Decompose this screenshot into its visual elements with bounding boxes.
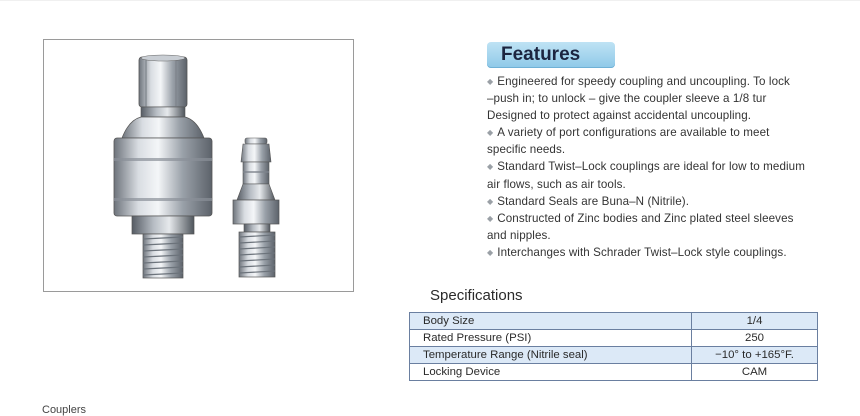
- coupler-body: [114, 55, 212, 278]
- diamond-bullet-icon: ◆: [487, 196, 494, 206]
- feature-text: Interchanges with Schrader Twist–Lock style couplings.: [497, 245, 787, 259]
- feature-line: [487, 158, 827, 175]
- spec-label: Locking Device: [410, 364, 692, 381]
- feature-text: Standard Twist–Lock couplings are ideal for low to medium: [497, 160, 805, 174]
- spec-row-rated-pressure: [410, 330, 818, 347]
- feature-line: [487, 176, 827, 193]
- feature-line: [487, 210, 827, 227]
- feature-text: A variety of port configurations are available to meet: [497, 126, 770, 140]
- diamond-bullet-icon: ◆: [487, 77, 494, 86]
- spec-row-temperature-range: [410, 347, 818, 364]
- feature-text: –push in; to unlock – give the coupler sleeve a 1/8 tur: [487, 92, 767, 106]
- feature-text: specific needs.: [487, 143, 566, 157]
- feature-line: [487, 193, 827, 210]
- coupler-and-plug-illustration: [44, 40, 355, 293]
- feature-line: [487, 227, 827, 244]
- spec-value: 250: [692, 330, 818, 347]
- spec-value: 1/4: [692, 313, 818, 330]
- feature-text: Constructed of Zinc bodies and Zinc plated steel sleeves: [497, 211, 794, 225]
- feature-line: [487, 124, 827, 141]
- specifications-table: [409, 312, 818, 381]
- next-section-heading-cutoff: Couplers: [42, 404, 87, 416]
- product-image: [43, 39, 354, 292]
- spec-label: Body Size: [410, 313, 692, 330]
- diamond-bullet-icon: ◆: [487, 162, 494, 172]
- specifications-title: Specifications: [430, 287, 523, 304]
- diamond-bullet-icon: ◆: [487, 128, 494, 138]
- feature-line: [487, 107, 827, 124]
- diamond-bullet-icon: ◆: [487, 247, 494, 257]
- diamond-bullet-icon: ◆: [487, 213, 494, 223]
- spec-label: Temperature Range (Nitrile seal): [410, 347, 692, 364]
- spec-value: CAM: [692, 364, 818, 381]
- feature-text: and nipples.: [487, 228, 551, 242]
- features-heading: Features: [487, 42, 615, 68]
- spec-row-body-size: [410, 313, 818, 330]
- top-divider: [0, 0, 860, 1]
- spec-value: −10° to +165°F.: [692, 347, 818, 364]
- feature-text: Designed to protect against accidental uncoupling.: [487, 109, 752, 123]
- feature-line: [487, 244, 827, 261]
- feature-line: [487, 73, 827, 90]
- feature-text: air flows, such as air tools.: [487, 177, 626, 191]
- feature-text: Standard Seals are Buna–N (Nitrile).: [497, 194, 690, 208]
- spec-row-locking-device: [410, 364, 818, 381]
- features-list: [487, 73, 827, 261]
- spec-label: Rated Pressure (PSI): [410, 330, 692, 347]
- plug-body: [233, 138, 279, 277]
- feature-line: [487, 90, 827, 107]
- feature-text: Engineered for speedy coupling and uncoupling. To lock: [497, 75, 790, 88]
- feature-line: [487, 141, 827, 158]
